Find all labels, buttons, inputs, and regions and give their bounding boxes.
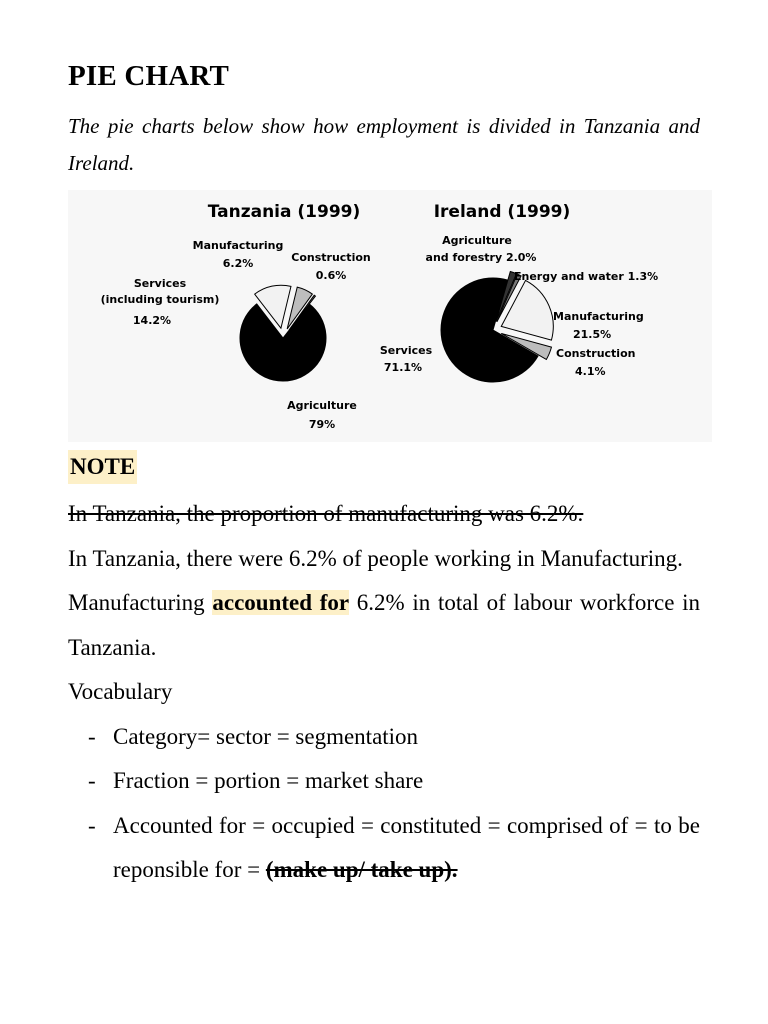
note-line-3 bbox=[68, 581, 700, 670]
ireland-chart-title: Ireland (1999) bbox=[433, 202, 571, 222]
note-body bbox=[68, 492, 700, 893]
pie-charts-svg bbox=[68, 190, 712, 442]
note-line-3-start: Manufacturing bbox=[68, 590, 213, 615]
note-heading: NOTE bbox=[68, 450, 137, 484]
pie-charts-figure bbox=[68, 190, 712, 442]
tz-label-services: Services bbox=[133, 277, 187, 290]
tz-label-construction: Construction bbox=[291, 251, 371, 264]
tz-label-services-sub: (including tourism) bbox=[100, 293, 220, 306]
tz-value-construction: 0.6% bbox=[315, 269, 347, 282]
tz-value-services: 14.2% bbox=[132, 314, 172, 327]
vocabulary-item-text: Category= sector = segmentation bbox=[113, 723, 419, 749]
tz-label-agriculture: Agriculture bbox=[287, 399, 357, 412]
ie-label-agriculture: Agriculture bbox=[442, 234, 512, 247]
vocabulary-item bbox=[68, 804, 700, 893]
note-line-3-end: 6.2% in total of labour workforce in Tanzania. bbox=[68, 590, 700, 660]
dash-bullet: - bbox=[88, 768, 96, 793]
ie-label-energy: Energy and water 1.3% bbox=[514, 270, 659, 283]
vocabulary-item-text: Fraction = portion = market share bbox=[113, 768, 424, 793]
note-line-2: In Tanzania, there were 6.2% of people working in Manufacturing. bbox=[68, 545, 683, 571]
ie-label-manufacturing: Manufacturing bbox=[553, 310, 644, 323]
vocabulary-item bbox=[68, 759, 700, 804]
page-title: PIE CHART bbox=[68, 60, 230, 92]
ie-value-services: 71.1% bbox=[383, 361, 423, 374]
ie-label-services: Services bbox=[379, 344, 433, 357]
vocabulary-struck-text: (make up/ take up). bbox=[265, 857, 458, 882]
ie-label-construction: Construction bbox=[556, 347, 636, 360]
tanzania-chart-title: Tanzania (1999) bbox=[207, 202, 361, 222]
intro-text: The pie charts below show how employment is divided in Tanzania and Ireland. bbox=[68, 114, 700, 175]
vocabulary-item-text: Accounted for = occupied = constituted = comprised of = to be reponsible for = bbox=[113, 812, 700, 882]
vocabulary-list bbox=[68, 715, 700, 893]
note-line-struck: In Tanzania, the proportion of manufacturing was 6.2%. bbox=[68, 501, 584, 526]
ireland-pie bbox=[441, 272, 553, 382]
tz-value-manufacturing: 6.2% bbox=[222, 257, 254, 270]
ie-value-manufacturing: 21.5% bbox=[573, 328, 612, 341]
vocabulary-title: Vocabulary bbox=[68, 679, 173, 704]
tz-value-agriculture: 79% bbox=[308, 418, 336, 431]
vocabulary-item bbox=[68, 715, 700, 760]
tz-label-manufacturing: Manufacturing bbox=[192, 239, 284, 252]
accounted-for-highlight: accounted for bbox=[212, 590, 350, 615]
tanzania-pie bbox=[240, 285, 326, 381]
ie-label-agriculture-sub: and forestry 2.0% bbox=[425, 251, 537, 264]
ie-value-construction: 4.1% bbox=[575, 365, 606, 378]
dash-bullet: - bbox=[88, 812, 96, 838]
dash-bullet: - bbox=[88, 723, 96, 749]
